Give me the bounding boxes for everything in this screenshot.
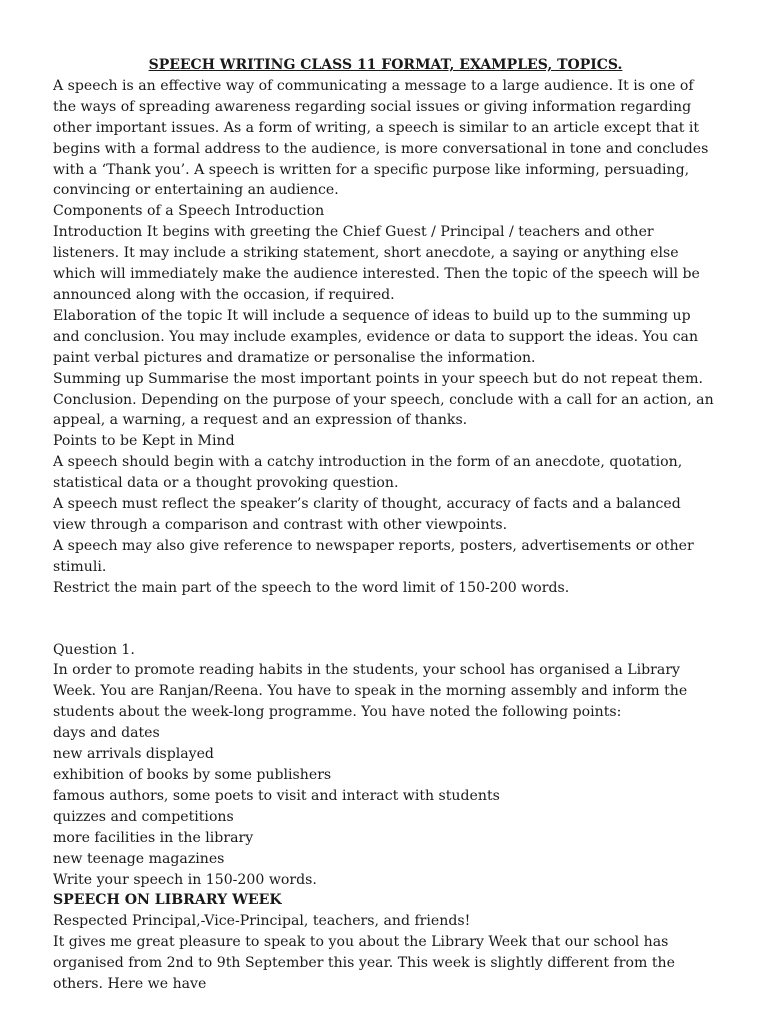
point-paragraph: A speech must reflect the speaker’s clarity of thought, accuracy of facts and a balanced view through a comparison and contrast with other viewpoints.: [53, 496, 681, 533]
note-point: new teenage magazines: [53, 850, 225, 867]
document-title: SPEECH WRITING CLASS 11 FORMAT, EXAMPLES, TOPICS.: [148, 57, 623, 73]
question-text: In order to promote reading habits in the students, your school has organised a Library Week. You are Ranjan/Reena. You have to speak in the morning assembly and inform the students about the week-long programme. You have noted the following points:: [53, 662, 688, 721]
conclusion-paragraph: Conclusion. Depending on the purpose of your speech, conclude with a call for an action, an appeal, a warning, a request and an expression of thanks.: [53, 391, 714, 429]
summing-up-paragraph: Summing up Summarise the most important points in your speech but do not repeat them.: [53, 370, 703, 387]
point-paragraph: A speech should begin with a catchy introduction in the form of an anecdote, quotation, statistical data or a thought provoking question.: [53, 454, 683, 492]
question-label: Question 1.: [53, 641, 135, 658]
note-point: quizzes and competitions: [53, 808, 234, 825]
section-spacer: [53, 599, 718, 640]
introduction-paragraph: Introduction It begins with greeting the Chief Guest / Principal / teachers and other listeners. It may include a striking statement, short anecdote, a saying or anything else which will immediately make the audience interested. Then the topic of the speech will be announced along with the occasion, if required.: [53, 224, 700, 303]
note-point: famous authors, some poets to visit and interact with students: [53, 787, 500, 804]
instruction-text: Write your speech in 150-200 words.: [53, 871, 317, 888]
elaboration-paragraph: Elaboration of the topic It will include a sequence of ideas to build up to the summing up and conclusion. You may include examples, evidence or data to support the ideas. You can paint verbal pictures and dramatize or personalise the information.: [53, 307, 699, 366]
speech-opening: It gives me great pleasure to speak to you about the Library Week that our school has organised from 2nd to 9th September this year. This week is slightly different from the others. Here we have: [53, 934, 675, 993]
salutation: Respected Principal,-Vice-Principal, teachers, and friends!: [53, 913, 471, 930]
note-point: new arrivals displayed: [53, 746, 214, 763]
note-point: exhibition of books by some publishers: [53, 767, 332, 783]
points-heading: Points to be Kept in Mind: [53, 433, 235, 450]
note-point: more facilities in the library: [53, 829, 254, 846]
point-paragraph: Restrict the main part of the speech to the word limit of 150-200 words.: [53, 579, 570, 596]
note-point: days and dates: [53, 725, 160, 742]
point-paragraph: A speech may also give reference to newspaper reports, posters, advertisements or other stimuli.: [53, 537, 694, 575]
intro-paragraph: A speech is an effective way of communicating a message to a large audience. It is one of the ways of spreading awareness regarding social issues or giving information regarding other important issues. As a form of writing, a speech is similar to an article except that it begins with a formal address to the audience, is more conversational in tone and concludes with a ‘Thank you’. A speech is written for a specific purpose like informing, persuading, convincing or entertaining an audience.: [53, 77, 709, 199]
components-heading: Components of a Speech Introduction: [53, 203, 325, 220]
speech-heading: SPEECH ON LIBRARY WEEK: [53, 892, 282, 909]
